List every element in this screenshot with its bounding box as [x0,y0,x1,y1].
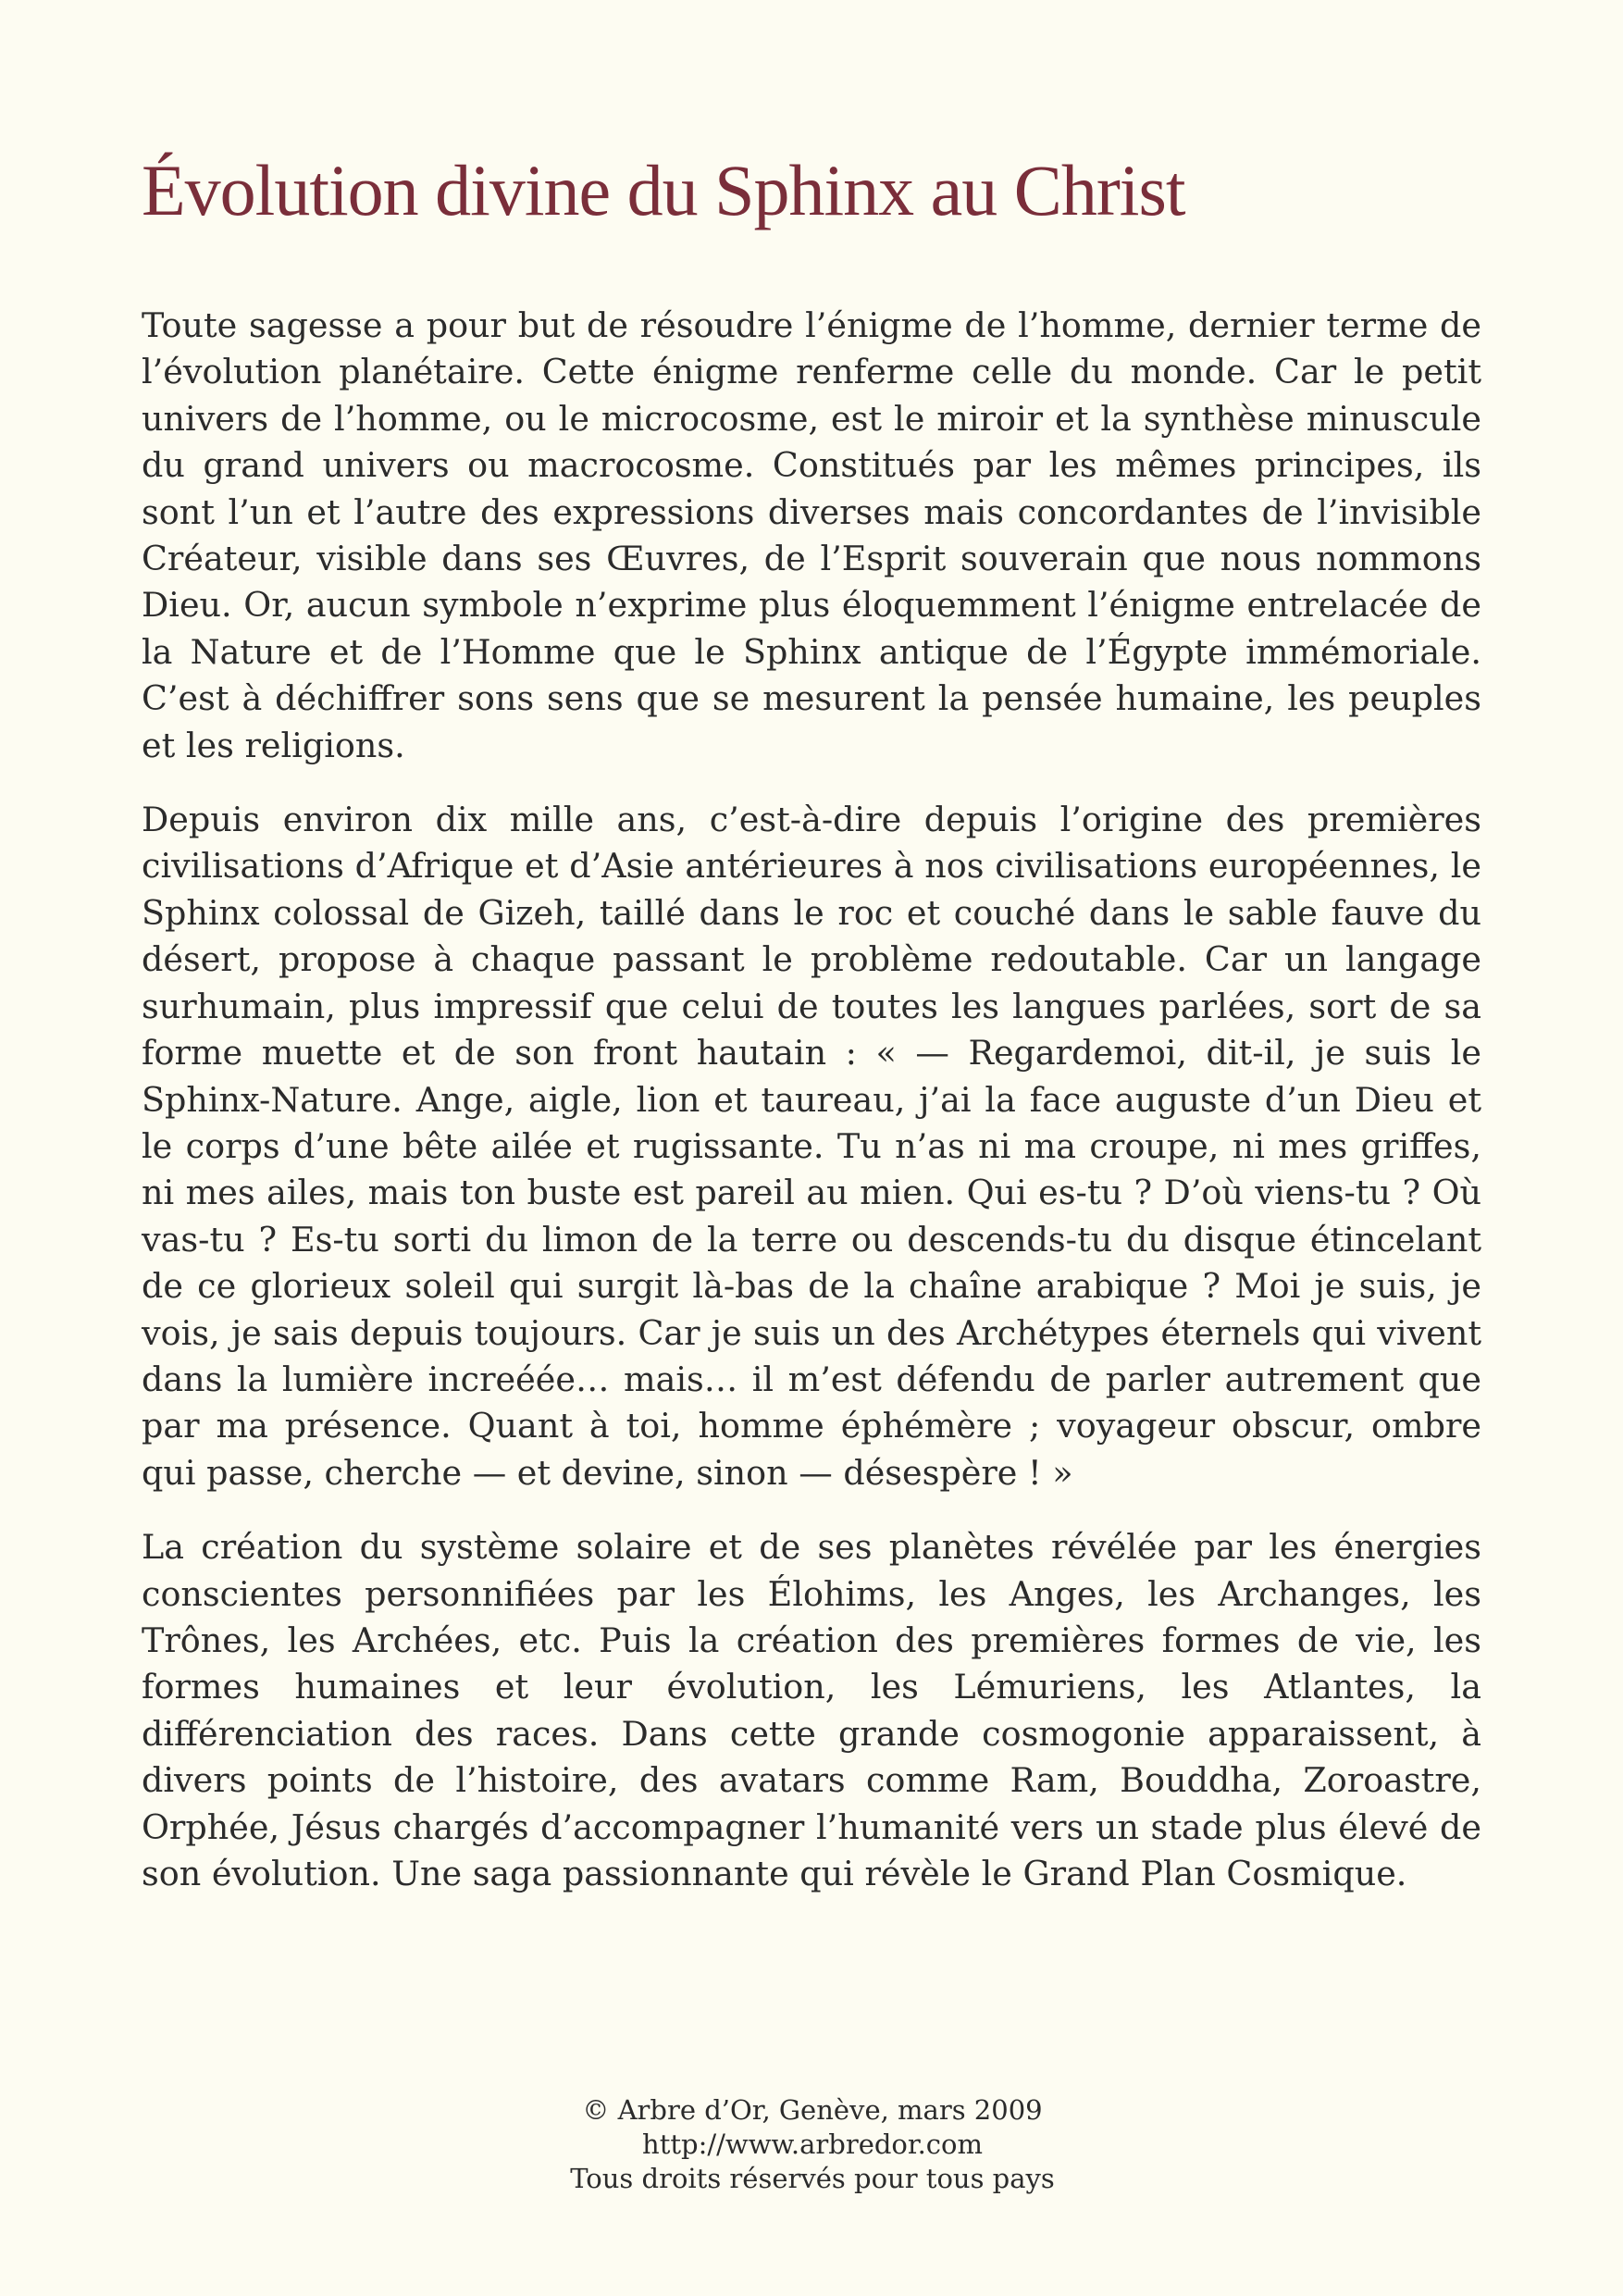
paragraph-1: Toute sagesse a pour but de résoudre l’énigme de l’homme, dernier terme de l’évolution planétaire. Cette énigme renferme celle du monde. Car le petit univers de l’homme, ou le microcosme, est le miroir et la synthèse minuscule du grand univers ou macrocosme. Constitués par les mêmes principes, ils sont l’un et l’autre des expressions diverses mais concordantes de l’invisible Créateur, visible dans ses Œuvres, de l’Esprit souverain que nous nommons Dieu. Or, aucun symbole n’exprime plus éloquemment l’énigme entrelacée de la Nature et de l’Homme que le Sphinx antique de l’Égypte immémoriale. C’est à déchiffrer sons sens que se mesurent la pensée humaine, les peuples et les religions. [142,305,1481,765]
footer [142,2093,1483,2196]
website-url: http://www.arbredor.com [642,2128,983,2160]
body-text [142,303,1481,1925]
page [142,0,1483,2296]
copyright-line: © Arbre d’Or, Genève, mars 2009 [582,2094,1043,2126]
paragraph-3: La création du système solaire et de ses planètes révélée par les énergies conscientes personnifiées par les Élohims, les Anges, les Archanges, les Trônes, les Archées, etc. Puis la création des premières formes de vie, les formes humaines et leur évolution, les Lémuriens, les Atlantes, la différenciation des races. Dans cette grande cosmogonie apparaissent, à divers points de l’histoire, des avatars comme Ram, Bouddha, Zoroastre, Orphée, Jésus chargés d’accompagner l’humanité vers un stade plus élevé de son évolution. Une saga passionnante qui révèle le Grand Plan Cosmique. [142,1527,1481,1893]
page-title: Évolution divine du Sphinx au Christ [142,150,1185,230]
paragraph-2: Depuis environ dix mille ans, c’est-à-dire depuis l’origine des premières civilisations d’Afrique et d’Asie antérieures à nos civilisations européennes, le Sphinx colossal de Gizeh, taillé dans le roc et couché dans le sable fauve du désert, propose à chaque passant le problème redoutable. Car un langage surhumain, plus impressif que celui de toutes les langues parlées, sort de sa forme muette et de son front hautain : « — Regardemoi, dit-il, je suis le Sphinx-Nature. Ange, aigle, lion et taureau, j’ai la face auguste d’un Dieu et le corps d’une bête ailée et rugissante. Tu n’as ni ma croupe, ni mes griffes, ni mes ailes, mais ton buste est pareil au mien. Qui es-tu ? D’où viens-tu ? Où vas-tu ? Es-tu sorti du limon de la terre ou descends-tu du disque étincelant de ce glorieux soleil qui surgit là-bas de la chaîne arabique ? Moi je suis, je vois, je sais depuis toujours. Car je suis un des Archétypes éternels qui vivent dans la lumière increéée… mais… il m’est défendu de parler autrement que par ma présence. Quant à toi, homme éphémère ; voyageur obscur, ombre qui passe, cherche — et devine, sinon — désespère ! » [142,800,1481,1493]
rights-line: Tous droits réservés pour tous pays [570,2163,1055,2194]
